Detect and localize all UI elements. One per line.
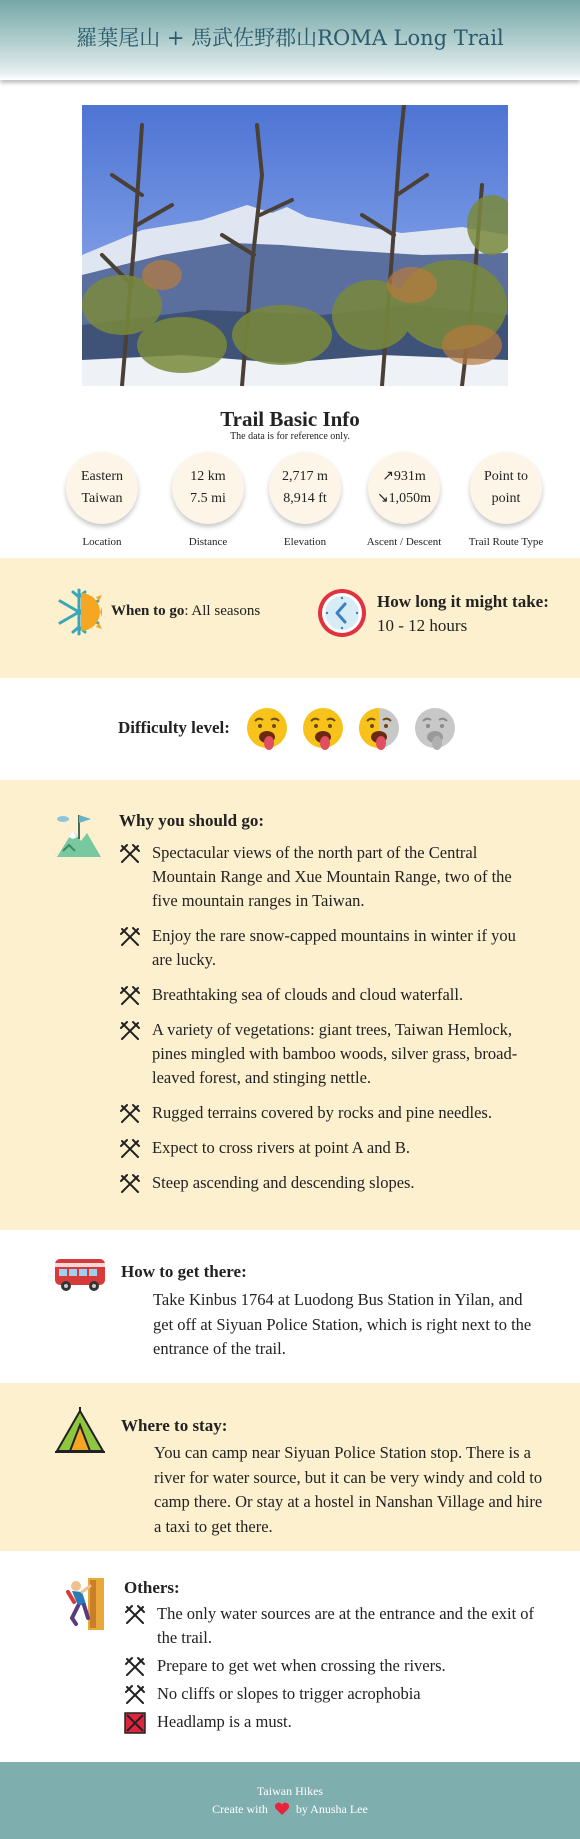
why-title: Why you should go:: [119, 811, 265, 830]
cross-pick-icon: [124, 1684, 146, 1713]
when-label: When to go: [111, 603, 185, 619]
stat-caption: Elevation: [283, 536, 327, 548]
list-item: [124, 1682, 544, 1706]
descent-value: 1,050m: [388, 491, 432, 506]
basic-info-title: Trail Basic Info: [220, 407, 360, 431]
cross-pick-icon: [119, 926, 141, 955]
mountain-flag-icon: [55, 811, 103, 863]
others-title: Others:: [124, 1578, 180, 1597]
list-item-text: Rugged terrains covered by rocks and pine needles.: [152, 1103, 492, 1122]
stat-value: 8,914 ft: [283, 491, 327, 506]
stat-caption: Location: [82, 536, 122, 548]
basic-info-subtitle: The data is for reference only.: [230, 431, 350, 442]
list-item: [124, 1710, 544, 1734]
stat-value: [382, 466, 426, 488]
list-item: [119, 841, 539, 913]
credit-prefix: Create with: [212, 1802, 268, 1816]
page-footer: [0, 1762, 580, 1839]
getting-there-text: Take Kinbus 1764 at Luodong Bus Station in Yilan, and get off at Siyuan Police Station, which is right next to the entrance of the trail.: [153, 1290, 532, 1358]
ascent-value: 931m: [393, 469, 426, 484]
arrow-down-right-icon: ↘: [376, 491, 389, 506]
stat-caption: Trail Route Type: [468, 536, 544, 548]
difficulty-face-icon: [245, 706, 289, 756]
cross-pick-icon: [119, 1020, 141, 1049]
list-item-text: A variety of vegetations: giant trees, Taiwan Hemlock, pines mingled with bamboo woods, silver grass, broad-leaved forest, and stinging nettle.: [152, 1020, 518, 1087]
list-item: [119, 924, 539, 972]
stat-value: Taiwan: [81, 491, 123, 506]
cross-pick-icon: [119, 1173, 141, 1202]
list-item-text: Enjoy the rare snow-capped mountains in winter if you are lucky.: [152, 926, 516, 969]
tent-icon: [55, 1405, 105, 1459]
cross-pick-icon: [124, 1604, 146, 1633]
when-to-go: [111, 603, 260, 620]
stat-caption: Ascent / Descent: [366, 536, 442, 548]
heart-icon: [274, 1802, 290, 1820]
list-item-text: No cliffs or slopes to trigger acrophobia: [157, 1684, 421, 1703]
list-item: [119, 1136, 539, 1160]
stat-caption: Distance: [188, 536, 228, 548]
difficulty-face-icon: [301, 706, 345, 756]
difficulty-face-empty-icon: [413, 706, 457, 756]
stat-circle: [368, 452, 440, 524]
footer-site-link[interactable]: Taiwan Hikes: [256, 1784, 324, 1798]
trail-photo: [82, 105, 508, 386]
stat-value: [377, 488, 431, 510]
why-list: [119, 841, 539, 1195]
footer-credit: [0, 1802, 580, 1820]
list-item: [124, 1654, 544, 1678]
list-item-text: Spectacular views of the north part of the Central Mountain Range and Xue Mountain Range, two of the five mountain ranges in Taiwan.: [152, 843, 512, 910]
stat-elevation: [267, 452, 343, 548]
cross-pick-icon: [124, 1656, 146, 1685]
how-long-value: 10 - 12 hours: [377, 616, 468, 635]
stay-text: You can camp near Siyuan Police Station stop. There is a river for water source, but it can be very windy and cold to camp there. Or stay at a hostel in Nanshan Village and hire a taxi to get there.: [154, 1443, 543, 1536]
stat-circle: [172, 452, 244, 524]
stat-circle: [66, 452, 138, 524]
list-item: [119, 1101, 539, 1125]
difficulty-face-half-icon: [357, 706, 401, 756]
stat-ascent-descent: [366, 452, 442, 548]
bus-icon: [54, 1257, 106, 1297]
list-item-text: Steep ascending and descending slopes.: [152, 1173, 415, 1192]
page-header: [0, 0, 580, 80]
stat-route-type: [468, 452, 544, 548]
how-long-label: How long it might take:: [377, 592, 549, 611]
list-item-text: Headlamp is a must.: [157, 1712, 292, 1731]
stat-circle: [269, 452, 341, 524]
when-value: : All seasons: [184, 603, 261, 619]
stay-title: Where to stay:: [121, 1416, 228, 1435]
list-item-text: Breathtaking sea of clouds and cloud waterfall.: [152, 985, 464, 1004]
list-item: [119, 1171, 539, 1195]
stat-value: Point to: [484, 469, 528, 484]
page-title: 羅葉尾山 + 馬武佐野郡山ROMA Long Trail: [76, 26, 504, 50]
list-item: [119, 1018, 539, 1090]
cross-pick-icon: [119, 1138, 141, 1167]
trail-stats: [60, 452, 550, 548]
stat-value: point: [491, 491, 521, 506]
getting-there-title: How to get there:: [121, 1262, 247, 1281]
stat-location: [64, 452, 140, 548]
sun-snowflake-icon: [56, 587, 102, 641]
cross-pick-icon: [119, 843, 141, 872]
cross-pick-icon: [119, 985, 141, 1014]
list-item: [119, 983, 539, 1007]
stat-value: 12 km: [190, 469, 226, 484]
difficulty-label: Difficulty level:: [118, 718, 230, 737]
list-item-text: Prepare to get wet when crossing the rivers.: [157, 1656, 446, 1675]
credit-author[interactable]: by Anusha Lee: [295, 1802, 368, 1816]
stat-value: Eastern: [81, 469, 123, 484]
list-item-text: Expect to cross rivers at point A and B.: [152, 1138, 410, 1157]
red-cross-box-icon: [124, 1712, 146, 1741]
stat-circle: [470, 452, 542, 524]
cross-pick-icon: [119, 1103, 141, 1132]
climber-icon: [62, 1578, 106, 1634]
others-list: [124, 1602, 544, 1734]
arrow-up-right-icon: ↗: [382, 469, 394, 484]
list-item-text: The only water sources are at the entrance and the exit of the trail.: [157, 1604, 535, 1647]
stat-value: 2,717 m: [282, 469, 328, 484]
clock-icon: [316, 587, 368, 643]
stat-distance: [170, 452, 246, 548]
stat-value: 7.5 mi: [190, 491, 226, 506]
list-item: [124, 1602, 544, 1650]
